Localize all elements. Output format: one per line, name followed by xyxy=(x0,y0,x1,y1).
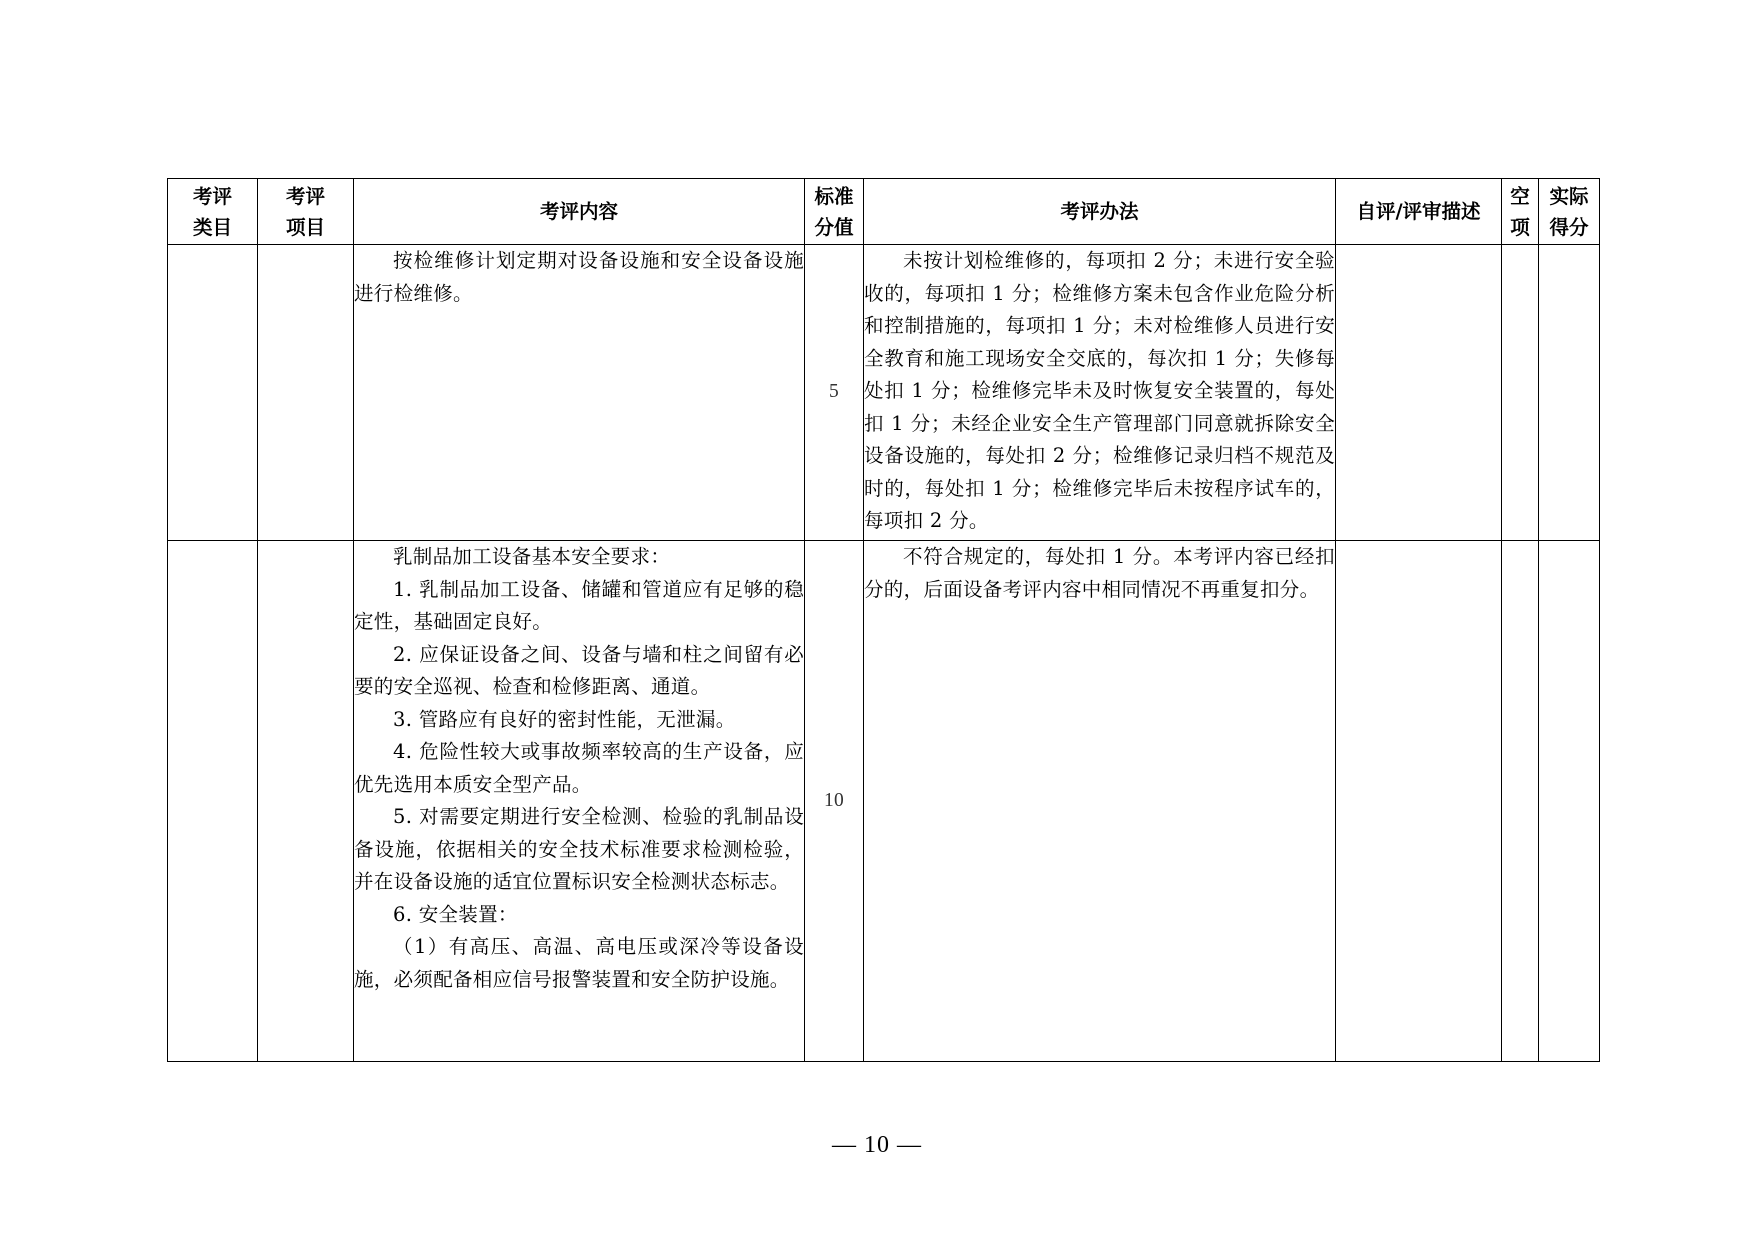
header-standard-score: 标准 分值 xyxy=(805,179,864,245)
method-paragraph: 未按计划检维修的，每项扣 2 分；未进行安全验收的，每项扣 1 分；检维修方案未包含作业危险分析和控制措施的，每项扣 1 分；未对检维修人员进行安全教育和施工现场安全交底的，每次扣 1 分；失修每处扣 1 分；检维修完毕未及时恢复安全装置的，每处扣 1 分；未经企业安全生产管理部门同意就拆除安全设备设施的，每处扣 2 分；检维修记录归档不规范及时的，每处扣 1 分；检维修完毕后未按程序试车的，每项扣 2 分。 xyxy=(864,249,1335,532)
content-paragraph: （1）有高压、高温、高电压或深冷等设备设施，必须配备相应信号报警装置和安全防护设施。 xyxy=(354,935,804,991)
standard-score-cell: 10 xyxy=(805,541,864,1062)
category-cell xyxy=(168,245,258,541)
header-category: 考评 类目 xyxy=(168,179,258,245)
content-paragraph: 5. 对需要定期进行安全检测、检验的乳制品设备设施，依据相关的安全技术标准要求检测检验，并在设备设施的适宜位置标识安全检测状态标志。 xyxy=(354,805,804,893)
content-cell xyxy=(354,541,805,1062)
content-paragraph: 1. 乳制品加工设备、储罐和管道应有足够的稳定性，基础固定良好。 xyxy=(354,577,804,633)
content-paragraph: 按检维修计划定期对设备设施和安全设备设施进行检维修。 xyxy=(354,249,804,305)
method-cell xyxy=(864,245,1336,541)
table-row xyxy=(168,541,1600,1062)
method-cell xyxy=(864,541,1336,1062)
content-paragraph: 6. 安全装置： xyxy=(393,902,518,926)
table-row xyxy=(168,245,1600,541)
header-item: 考评 项目 xyxy=(258,179,354,245)
header-actual-score: 实际 得分 xyxy=(1539,179,1600,245)
item-cell xyxy=(258,541,354,1062)
standard-score-cell: 5 xyxy=(805,245,864,541)
evaluation-table xyxy=(167,178,1600,1062)
header-method: 考评办法 xyxy=(864,179,1336,245)
content-cell xyxy=(354,245,805,541)
content-paragraph: 2. 应保证设备之间、设备与墙和柱之间留有必要的安全巡视、检查和检修距离、通道。 xyxy=(354,642,804,698)
header-content: 考评内容 xyxy=(354,179,805,245)
content-paragraph: 3. 管路应有良好的密封性能，无泄漏。 xyxy=(393,707,736,731)
header-blank: 空 项 xyxy=(1502,179,1539,245)
header-row xyxy=(168,179,1600,245)
actual-score-cell xyxy=(1539,245,1600,541)
category-cell xyxy=(168,541,258,1062)
content-paragraph: 乳制品加工设备基本安全要求： xyxy=(393,545,671,568)
item-cell xyxy=(258,245,354,541)
content-paragraph: 4. 危险性较大或事故频率较高的生产设备，应优先选用本质安全型产品。 xyxy=(354,740,804,796)
header-description: 自评/评审描述 xyxy=(1336,179,1502,245)
actual-score-cell xyxy=(1539,541,1600,1062)
page-number: — 10 — xyxy=(832,1132,922,1158)
method-paragraph: 不符合规定的，每处扣 1 分。本考评内容已经扣分的，后面设备考评内容中相同情况不再重复扣分。 xyxy=(864,545,1335,601)
blank-cell xyxy=(1502,541,1539,1062)
description-cell xyxy=(1336,245,1502,541)
description-cell xyxy=(1336,541,1502,1062)
blank-cell xyxy=(1502,245,1539,541)
